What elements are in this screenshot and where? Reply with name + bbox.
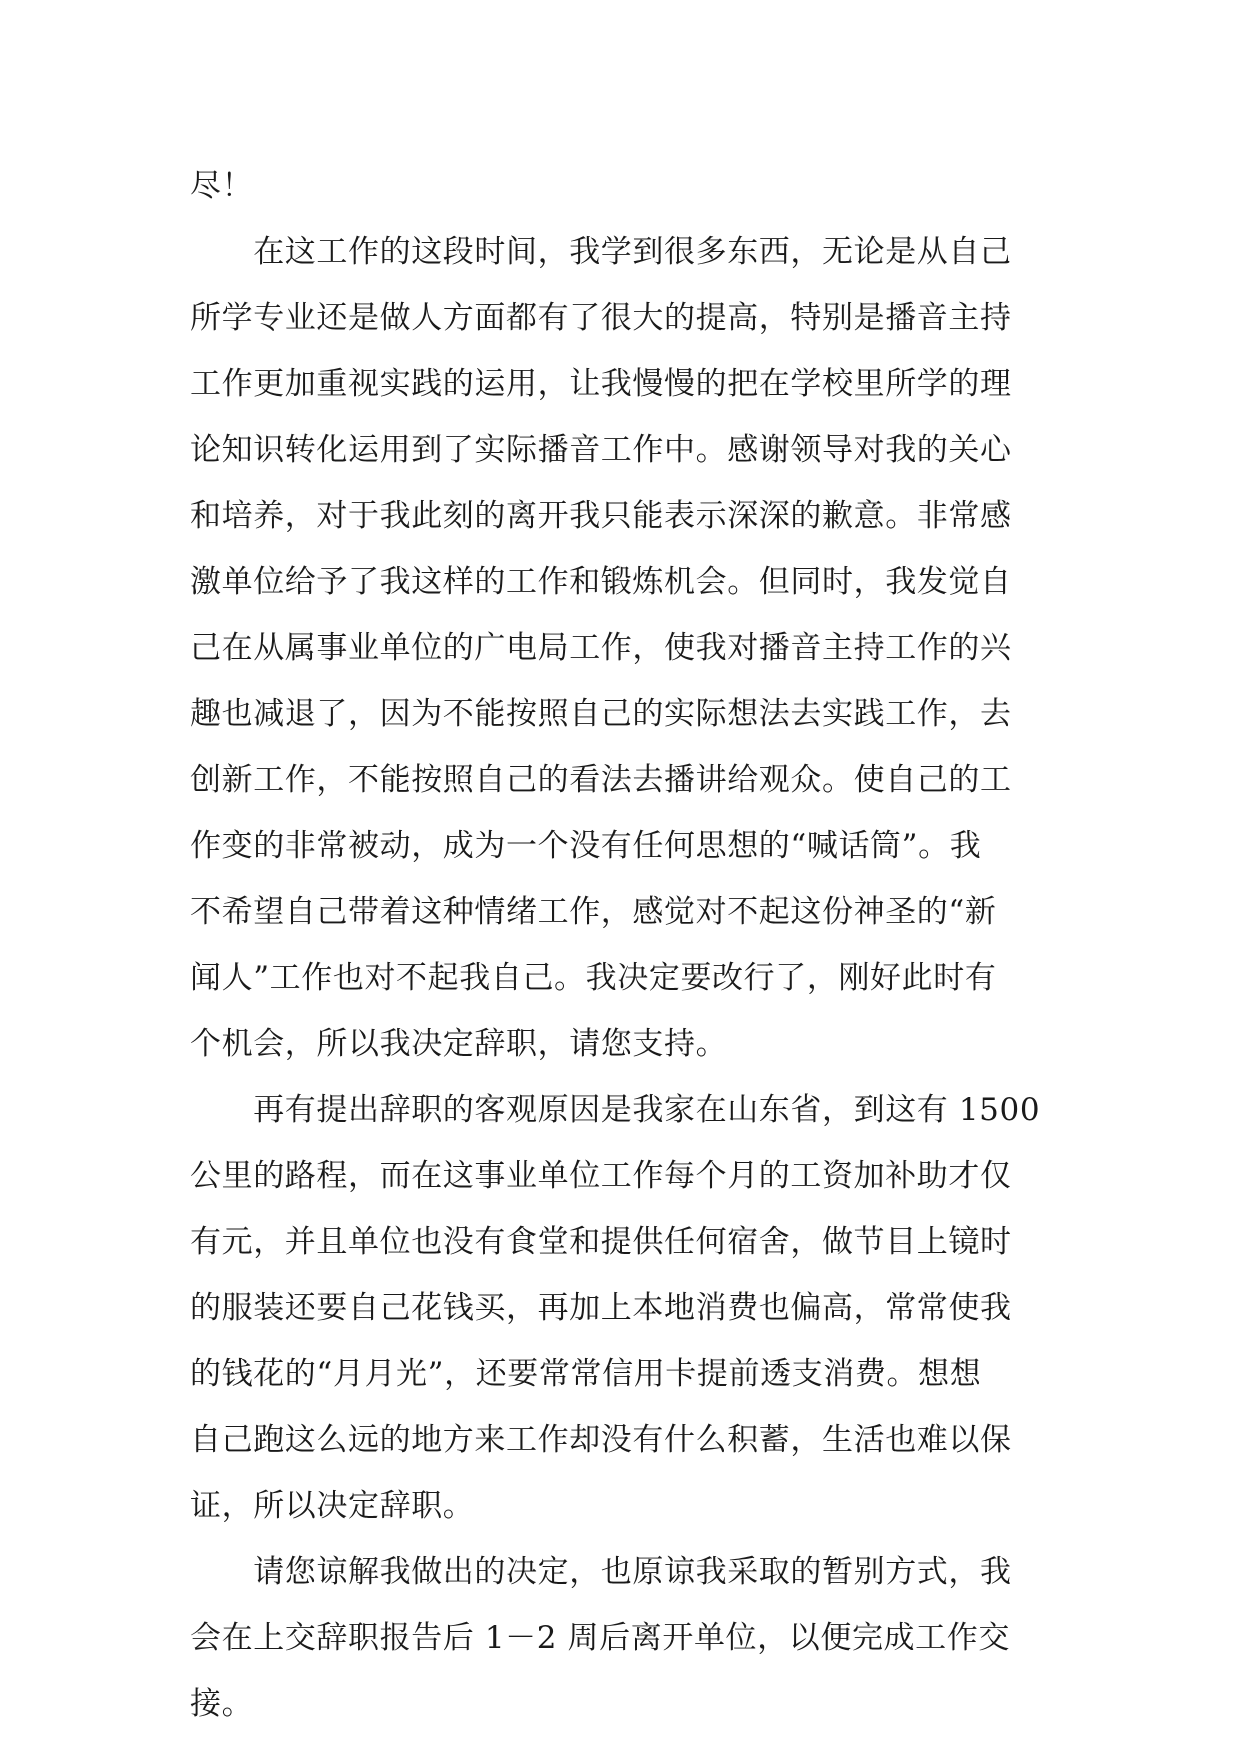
text-line: 激单位给予了我这样的工作和锻炼机会。但同时，我发觉自 — [190, 564, 1012, 600]
letter-body — [190, 153, 1050, 1737]
text-line: 再有提出辞职的客观原因是我家在山东省，到这有 1500 — [190, 1092, 1041, 1128]
paragraph-objective-reasons — [190, 1077, 1050, 1539]
text-line: 证，所以决定辞职。 — [190, 1488, 475, 1524]
text-line: 会在上交辞职报告后 1－2 周后离开单位，以便完成工作交 — [190, 1620, 1010, 1656]
text-line: 不希望自己带着这种情绪工作，感觉对不起这份神圣的“新 — [190, 894, 997, 930]
text-line: 己在从属事业单位的广电局工作，使我对播音主持工作的兴 — [190, 630, 1012, 666]
text-line: 所学专业还是做人方面都有了很大的提高，特别是播音主持 — [190, 300, 1012, 336]
text-line: 论知识转化运用到了实际播音工作中。感谢领导对我的关心 — [190, 432, 1012, 468]
text-line: 闻人”工作也对不起我自己。我决定要改行了，刚好此时有 — [190, 960, 997, 996]
text-line: 请您谅解我做出的决定，也原谅我采取的暂别方式，我 — [190, 1554, 1012, 1590]
text-line: 趣也减退了，因为不能按照自己的实际想法去实践工作，去 — [190, 696, 1012, 732]
paragraph-work-experience — [190, 219, 1050, 1077]
paragraph-closing-fragment — [190, 153, 1050, 219]
text-line: 公里的路程，而在这事业单位工作每个月的工资加补助才仅 — [190, 1158, 1012, 1194]
text-line: 有元，并且单位也没有食堂和提供任何宿舍，做节目上镜时 — [190, 1224, 1012, 1260]
text-line: 尽！ — [190, 168, 254, 204]
text-line: 工作更加重视实践的运用，让我慢慢的把在学校里所学的理 — [190, 366, 1012, 402]
text-line: 个机会，所以我决定辞职，请您支持。 — [190, 1026, 728, 1062]
text-line: 接。 — [190, 1686, 254, 1722]
text-line: 自己跑这么远的地方来工作却没有什么积蓄，生活也难以保 — [190, 1422, 1012, 1458]
text-line: 的钱花的“月月光”，还要常常信用卡提前透支消费。想想 — [190, 1356, 982, 1392]
text-line: 在这工作的这段时间，我学到很多东西，无论是从自己 — [190, 234, 1012, 270]
text-line: 的服装还要自己花钱买，再加上本地消费也偏高，常常使我 — [190, 1290, 1012, 1326]
text-line: 创新工作，不能按照自己的看法去播讲给观众。使自己的工 — [190, 762, 1012, 798]
paragraph-request-understanding — [190, 1539, 1050, 1737]
text-line: 作变的非常被动，成为一个没有任何思想的“喊话筒”。我 — [190, 828, 982, 864]
text-line: 和培养，对于我此刻的离开我只能表示深深的歉意。非常感 — [190, 498, 1012, 534]
